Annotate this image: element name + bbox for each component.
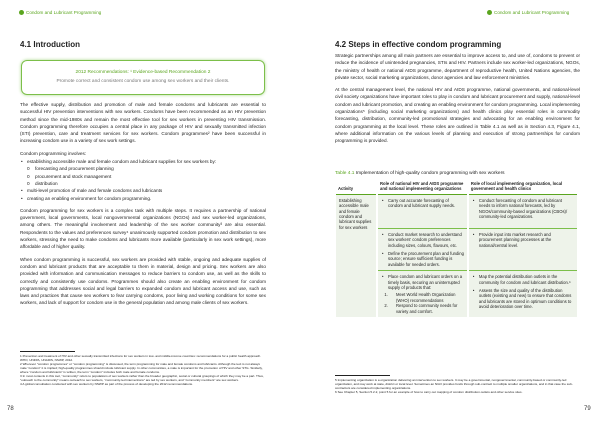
table-cell bbox=[378, 195, 467, 229]
list-item: 0 procurement and stock management bbox=[20, 173, 266, 180]
running-header bbox=[487, 10, 569, 15]
footnote: 1 Prevention and treatment of HIV and other sexually transmitted infections for sex workers in low- and middle-income countries: recommendations for a public health approach. WHO, UNFPA, UNAIDS, NSWP, 2012. bbox=[20, 354, 262, 362]
recommendation-box bbox=[21, 60, 265, 95]
paragraph: The effective supply, distribution and promotion of male and female condoms and lubricants are essential to successful HIV prevention interventions with sex workers. Condoms have been recommended as an HIV prevention method since the mid-1980s and remain the most effective tool for sex workers in preventing HIV transmission. Condom programming therefore occupies a central place in any package of HIV and sexually transmitted infection (STI) prevention, care and treatment services for sex workers. Condom programmes² have been successful in increasing condom use in a variety of sex work settings. bbox=[20, 102, 266, 144]
page-number: 78 bbox=[7, 406, 14, 412]
paragraph: Condom programming for sex workers is a complex task with multiple steps. It requires a partnership of national government, local governments, local nongovernmental organizations (NGOs) and sex worker-led organizations, among others. The meaningful involvement and leadership of the sex worker community³ are also essential. Respondents to the values and preferences survey⁴ unanimously supported condom promotion and distribution to sex workers, stressing the need to make condoms and lubricants more available (particularly in sex work settings), more affordable and of higher quality. bbox=[20, 207, 266, 250]
list-item: • Define the procurement plan and funding source; ensure sufficient funding is available for needed orders. bbox=[381, 251, 464, 267]
recommendation-text: Promote correct and consistent condom use among sex workers and their clients. bbox=[56, 79, 230, 84]
table-header-row bbox=[336, 181, 577, 195]
list-item: • Map the potential distribution outlets in the community for condom and lubricant distribution.⁶ bbox=[472, 274, 574, 285]
table-cell bbox=[378, 271, 467, 317]
section-bullet-icon bbox=[19, 10, 24, 15]
table-cell bbox=[469, 195, 577, 229]
footnotes bbox=[20, 354, 265, 386]
page-number: 79 bbox=[584, 406, 591, 412]
table-caption-text: Implementation of high-quality condom programming with sex workers bbox=[355, 171, 505, 176]
running-header-text: Condom and Lubricant Programming bbox=[26, 10, 102, 15]
table-cell bbox=[469, 229, 577, 271]
paragraph: Condom programming involves: bbox=[20, 150, 87, 156]
list-item: 1. Meet World Health Organization (WHO) recommendations bbox=[389, 292, 464, 303]
paragraph: Strategic partnerships among all main partners are essential to improve access to, and use of, condoms to prevent or reduce the incidence of unintended pregnancies, STIs and HIV. Partners include sex worker-led organizations, NGOs, the ministry of health or national AIDS programme, department of reproductive health, United Nations agencies, the private sector, social marketing organizations, donor agencies and law enforcement ministries. bbox=[335, 53, 580, 80]
section-bullet-icon bbox=[487, 10, 492, 15]
body-text bbox=[20, 101, 266, 312]
body-text bbox=[335, 52, 580, 150]
running-header-text: Condom and Lubricant Programming bbox=[494, 10, 570, 15]
activity-cell: Establishing accessible male and female condom and lubricant supplies for sex workers bbox=[336, 195, 376, 317]
recommendation-title: 2012 Recommendations: ¹ Evidence-based Recommendation 2 bbox=[75, 70, 211, 75]
footnote: 2 Wherever "condom programmes" or "condom programming" is discussed, the term programming for male and female condoms and lubricants. Although the text is not always male "condom" it is implied; high-quality programmes should include lubricant supply. In other communities, a male is important for the promotion of HIV and other STIs. Similarly, where "condom and lubricants" is written, the term "condom" includes both male and female condoms. bbox=[20, 362, 263, 374]
list-item: • Carry out accurate forecasting of condom and lubricant supply needs. bbox=[381, 198, 464, 209]
table-cell bbox=[469, 271, 577, 317]
list-item: • Assess the size and quality of the distribution outlets (existing and new) to ensure that condoms and lubricants are stored in optimum conditions to avoid deterioration over time. bbox=[472, 288, 574, 310]
list-item: 2. Respond to community needs for variety and comfort. bbox=[389, 303, 464, 314]
paragraph: When condom programming is successful, sex workers are provided with stable, ongoing and adequate supplies of condom and lubricant products that are acceptable to them in material, design and pricing. Sex workers are also provided with information and communication messages to reduce barriers to condom use, as well as the skills to correctly and consistently use condoms. Programmes should also create an enabling environment for condom programming that addresses social and legal barriers to expanded condom and lubricant access and use, such as laws and practices that cause sex workers to fear carrying condoms, poor living and working conditions for some sex workers, and lack of support for condom use in the general population and among male clients of sex workers. bbox=[20, 256, 266, 306]
footnote: 6 See Chapter 5, Section 5.2.2, point 5 for an example of how to carry out mapping of condom distribution outlets and other service sites. bbox=[335, 390, 523, 394]
footnote: 4 A global consultation conducted with sex workers by NSWP as part of the process of developing the 2012 recommendations. bbox=[20, 382, 193, 386]
footnote: 5 Implementing organization is a organization delivering an intervention to sex workers. It may be a governmental, nongovernmental, community-based or community-led organization, and may work at state, district or local level. Sometimes an NGO provides funds through sub-contract to multiple smaller organizations, and in that case the sub-contractors are considered implementing organizations. bbox=[335, 378, 573, 390]
footnote: 3 In most contexts in this tool, "community" refers to populations of sex workers rather than the broader geographic, social or cultural groupings of which they may be a part. Thus, "outreach to the community" means outreach to sex workers, "community-led interventions" are led by sex workers, and "community members" are sex workers. bbox=[20, 374, 264, 382]
section-heading: 4.2 Steps in effective condom programming bbox=[335, 40, 502, 49]
table-row bbox=[336, 195, 577, 229]
column-header: Role of local implementing organization, local government and health clinics bbox=[469, 181, 577, 195]
list-item: • Place condom and lubricant orders on a timely basis, securing an uninterrupted supply of products that: bbox=[381, 274, 464, 290]
running-header bbox=[19, 10, 101, 15]
list-item: • establishing accessible male and female condom and lubricant supplies for sex workers by: bbox=[20, 158, 266, 165]
table-cell bbox=[378, 229, 467, 271]
list-item: • Conduct market research to understand sex workers' condom preferences including sizes, colours, flavours, etc. bbox=[381, 232, 464, 248]
paragraph: At the central management level, the national HIV and AIDS programme, national governments, and national-level civil society organizations have important roles to play in condom and lubricant procurement and supply, national-level condom and lubricant promotion, and creating an enabling environment for condom programming. Local implementing organizations⁵ (including social marketing organizations) and health clinics play essential roles in commodity forecasting, distribution, community-led promotional strategies and advocating for an enabling environment for condom programming at the local level. These roles are outlined in Table 4.1 as well as in Section 4.3, Figure 4.1, where additional information on the various levels of planning and execution of strong partnerships for condom programming is provided. bbox=[335, 87, 580, 144]
list-item: 0 forecasting and procurement planning bbox=[20, 165, 266, 172]
bullet-list bbox=[20, 158, 266, 202]
column-header: Role of national HIV and AIDS programme and national implementing organizations bbox=[378, 181, 467, 195]
implementation-table bbox=[334, 181, 579, 317]
footnotes bbox=[335, 378, 580, 394]
list-item: • multi-level promotion of male and female condoms and lubricants bbox=[20, 187, 266, 194]
list-item: • Conduct forecasting of condom and lubricant needs to inform national forecasts, led by NGOs/community-based organizations (CBOs)/ community-led organizations. bbox=[472, 198, 574, 220]
section-heading: 4.1 Introduction bbox=[20, 40, 80, 49]
footnote-rule bbox=[335, 375, 390, 376]
table-caption bbox=[335, 171, 505, 176]
table-label: Table 4.1 bbox=[335, 171, 355, 176]
list-item: 0 distribution bbox=[20, 180, 266, 187]
list-item: • Provide input into market research and procurement planning processes at the national/central level. bbox=[472, 232, 574, 248]
list-item: • creating an enabling environment for condom programming. bbox=[20, 195, 266, 202]
footnote-rule bbox=[20, 351, 75, 352]
column-header: Activity bbox=[336, 181, 376, 195]
